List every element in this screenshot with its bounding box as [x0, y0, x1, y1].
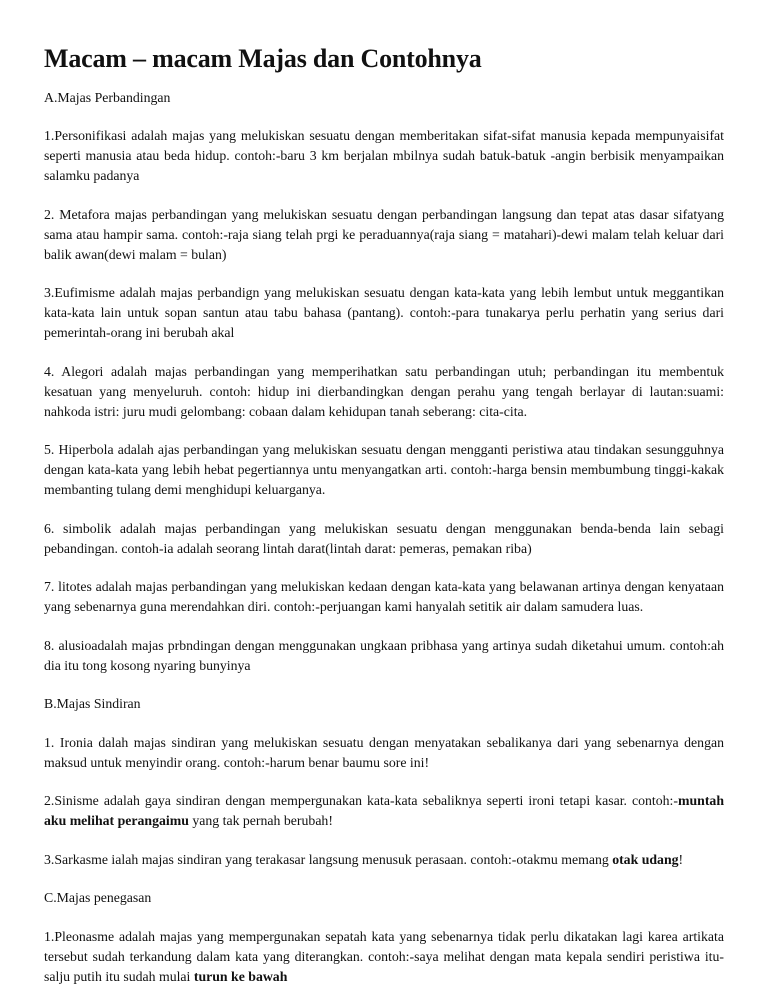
paragraph-sarkasme [44, 850, 724, 870]
page-title: Macam – macam Majas dan Contohnya [44, 44, 482, 73]
sarkasme-example-bold: otak udang [612, 851, 679, 867]
section-heading-a: A.Majas Perbandingan [44, 89, 171, 105]
paragraph-personifikasi: 1.Personifikasi adalah majas yang melukiskan sesuatu dengan memberitakan sifat-sifat manusia kepada mempunyaisifat seperti manusia atau beda hidup. contoh:-baru 3 km berjalan mbilnya sudah batuk-batuk -angin berbisik menyampaikan salamku padanya [44, 128, 724, 184]
pleonasme-text: 1.Pleonasme adalah majas yang mempergunakan sepatah kata yang sebenarnya tidak perlu dikatakan lagi karea artikata tersebut sudah terkandung dalam kata yang diterangkan. contoh:-saya melihat dengan mata kepala sendiri peristiwa itu-salju putih itu sudah mulai [44, 928, 724, 984]
sarkasme-text: 3.Sarkasme ialah majas sindiran yang terakasar langsung menusuk perasaan. contoh:-otakmu memang [44, 851, 613, 867]
paragraph-ironia: 1. Ironia dalah majas sindiran yang melukiskan sesuatu dengan menyatakan sebalikanya dari yang sebenarnya dengan maksud untuk menyindir orang. contoh:-harum benar baumu sore ini! [44, 734, 724, 770]
paragraph-metafora: 2. Metafora majas perbandingan yang melukiskan sesuatu dengan perbandingan langsung dan tepat atas dasar sifatyang sama atau hampir sama. contoh:-raja siang telah prgi ke peraduannya(raja siang = matahari)-dewi malam telah keluar dari balik awan(dewi malam = bulan) [44, 206, 724, 262]
paragraph-hiperbola: 5. Hiperbola adalah ajas perbandingan yang melukiskan sesuatu dengan mengganti peristiwa atau tindakan sesungguhnya dengan kata-kata yang lebih hebat pegertiannya untu menyangatkan arti. contoh:-harga bensin membumbung tinggi-kakak membanting tulang demi menghidupi keluarganya. [44, 442, 724, 498]
sinisme-text-end: yang tak pernah berubah! [188, 813, 333, 829]
sinisme-example-bold: muntah aku melihat perangaimu [44, 793, 724, 829]
pleonasme-example-bold: turun ke bawah [193, 968, 288, 984]
section-heading-b: B.Majas Sindiran [44, 696, 141, 712]
paragraph-pleonasme [44, 927, 724, 987]
paragraph-eufimisme: 3.Eufimisme adalah majas perbandign yang melukiskan sesuatu dengan kata-kata yang lebih lembut untuk meggantikan kata-kata lain untuk sopan santun atau tabu bahasa (pantang). contoh:-para tunakarya perlu perhatin yang serius dari pemerintah-orang ini berubah akal [44, 285, 724, 341]
paragraph-alusio: 8. alusioadalah majas prbndingan dengan menggunakan ungkaan pribhasa yang artinya sudah diketahui umum. contoh:ah dia itu tong kosong nyaring bunyinya [44, 637, 724, 673]
paragraph-litotes: 7. litotes adalah majas perbandingan yang melukiskan kedaan dengan kata-kata yang belawanan artinya dengan kenyataan yang sebenarnya guna merendahkan diri. contoh:-perjuangan kami hanyalah setitik air dalam samudera luas. [44, 579, 724, 615]
section-heading-c: C.Majas penegasan [44, 890, 152, 906]
sinisme-text: 2.Sinisme adalah gaya sindiran dengan mempergunakan kata-kata sebaliknya seperti ironi tetapi kasar. contoh:- [44, 793, 678, 809]
paragraph-simbolik: 6. simbolik adalah majas perbandingan yang melukiskan sesuatu dengan menggunakan benda-benda lain sebagi pebandingan. contoh-ia adalah seorang lintah darat(lintah darat: pemeras, pemakan riba) [44, 520, 724, 556]
paragraph-sinisme [44, 791, 724, 831]
paragraph-alegori: 4. Alegori adalah majas perbandingan yang memperihatkan satu perbandingan utuh; perbandingan itu membentuk kesatuan yang menyeluruh. contoh: hidup ini dierbandingkan dengan perahu yang tengah berlayar di lautan:suami: nahkoda istri: juru mudi gelombang: cobaan dalam kehidupan tanah seberang: cita-cita. [44, 363, 724, 419]
sarkasme-text-end: ! [678, 851, 684, 867]
